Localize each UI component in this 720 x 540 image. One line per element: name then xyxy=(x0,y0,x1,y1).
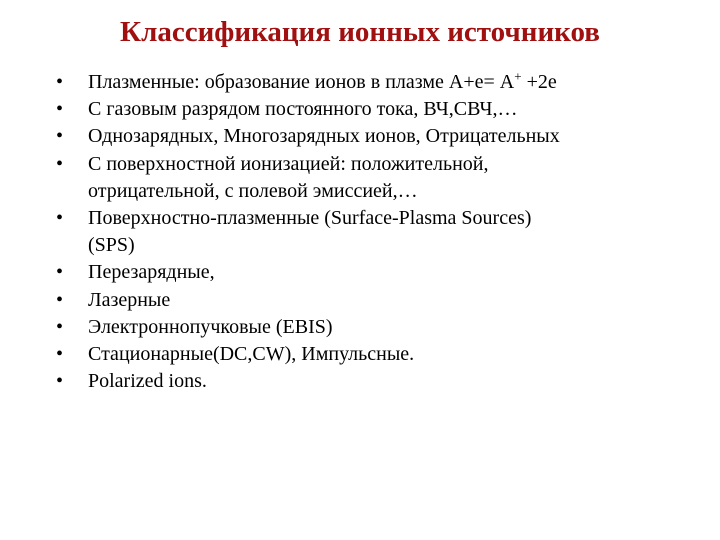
bullet-icon: • xyxy=(56,125,64,148)
bullet-text: Лазерные xyxy=(88,288,171,311)
bullet-item xyxy=(56,259,706,286)
bullet-icon: • xyxy=(56,207,64,230)
bullet-item xyxy=(56,368,706,395)
slide-title: Классификация ионных источников xyxy=(120,16,600,48)
bullet-text: Перезарядные, xyxy=(88,261,215,284)
bullet-text-part: +2е xyxy=(521,71,557,93)
bullet-text-continued: отрицательной, с полевой эмиссией,… xyxy=(88,179,418,202)
bullet-item xyxy=(56,314,706,341)
bullet-item xyxy=(56,151,706,205)
bullet-item xyxy=(56,205,706,259)
bullet-icon: • xyxy=(56,261,64,284)
bullet-text: Однозарядных, Многозарядных ионов, Отрицательных xyxy=(88,125,560,148)
bullet-item xyxy=(56,287,706,314)
bullet-icon: • xyxy=(56,71,64,93)
bullet-list xyxy=(56,69,706,395)
bullet-icon: • xyxy=(56,370,64,393)
bullet-icon: • xyxy=(56,343,64,366)
bullet-text-continued: (SPS) xyxy=(88,234,135,257)
bullet-icon: • xyxy=(56,288,64,311)
bullet-text: Polarized ions. xyxy=(88,370,207,393)
bullet-text xyxy=(88,69,706,96)
bullet-text: Стационарные(DC,CW), Импульсные. xyxy=(88,343,415,366)
superscript-plus: + xyxy=(514,68,522,84)
bullet-icon: • xyxy=(56,152,64,175)
bullet-item xyxy=(56,69,706,96)
bullet-icon: • xyxy=(56,98,64,121)
bullet-item xyxy=(56,96,706,123)
bullet-item xyxy=(56,341,706,368)
bullet-text: Электроннопучковые (EBIS) xyxy=(88,315,333,338)
bullet-text: С поверхностной ионизацией: положительной, xyxy=(88,152,489,175)
bullet-icon: • xyxy=(56,315,64,338)
bullet-item xyxy=(56,123,706,150)
bullet-text: С газовым разрядом постоянного тока, ВЧ,СВЧ,… xyxy=(88,98,518,121)
bullet-text-part: Плазменные: образование ионов в плазме А+е= А xyxy=(88,71,515,93)
bullet-text: Поверхностно-плазменные (Surface-Plasma Sources) xyxy=(88,207,532,230)
